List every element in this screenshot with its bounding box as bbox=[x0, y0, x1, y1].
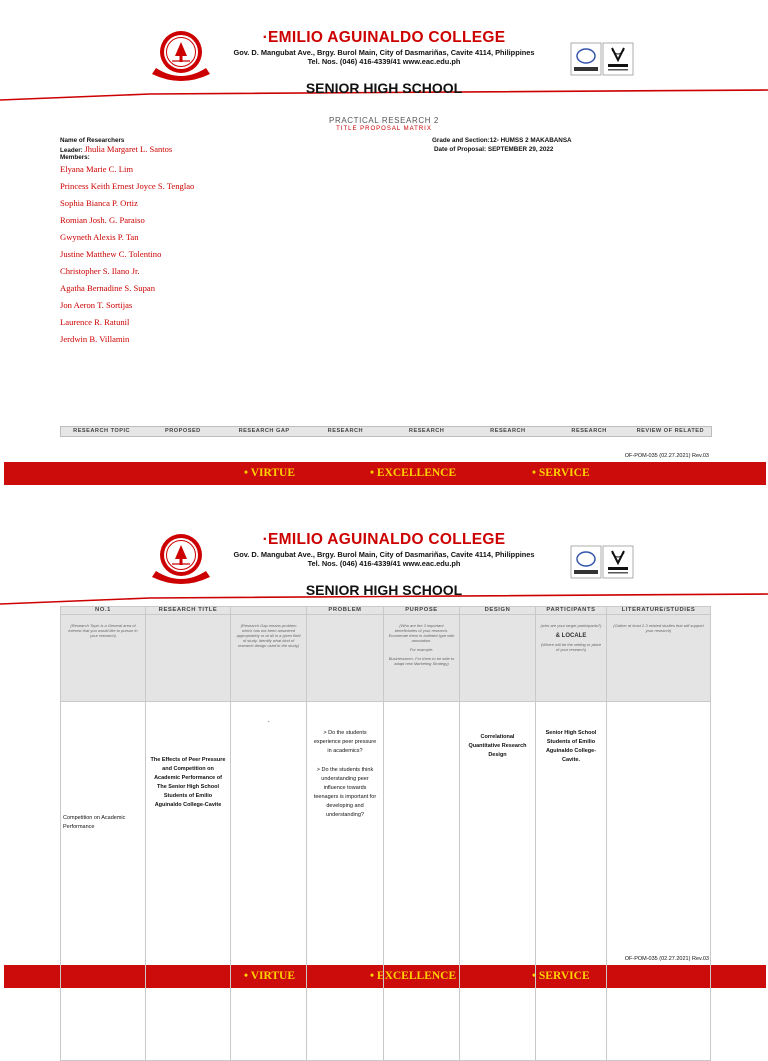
matrix-header: LITERATURE/STUDIES bbox=[607, 607, 711, 615]
virtue-label: • VIRTUE bbox=[244, 467, 296, 479]
member-name: Sophia Bianca P. Ortiz bbox=[60, 198, 138, 208]
certification-logos-icon bbox=[570, 545, 634, 583]
problem-description bbox=[307, 615, 384, 702]
researchers-label: Name of Researchers bbox=[60, 137, 125, 144]
participants-description bbox=[536, 615, 607, 702]
member-name: Romian Josh. G. Paraiso bbox=[60, 215, 145, 225]
matrix-header bbox=[231, 607, 307, 615]
purpose-description bbox=[384, 615, 460, 702]
strip-header: RESEARCH TOPIC bbox=[73, 428, 131, 434]
research-title-cell bbox=[146, 702, 231, 1061]
matrix-header-row bbox=[61, 607, 711, 615]
matrix-header: DESIGN bbox=[460, 607, 536, 615]
service-label: • SERVICE bbox=[532, 970, 590, 982]
member-name: Jerdwin B. Villamin bbox=[60, 334, 130, 344]
college-name: ·EMILIO AGUINALDO COLLEGE bbox=[262, 29, 506, 46]
member-name: Justine Matthew C. Tolentino bbox=[60, 249, 162, 259]
matrix-header: PARTICIPANTS bbox=[536, 607, 607, 615]
strip-header: REVIEW OF RELATED bbox=[636, 428, 705, 434]
problem-question: > Do the students experience peer pressure in academics? bbox=[313, 730, 377, 754]
grade-section: Grade and Section:12- HUMSS 2 MAKABANSA bbox=[432, 137, 572, 144]
problem-question: > Do the students think understanding peer influence towards teenagers is important for developing and understanding? bbox=[313, 767, 377, 818]
member-name: Christopher S. Ilano Jr. bbox=[60, 266, 140, 276]
college-address: Gov. D. Mangubat Ave., Brgy. Burol Main, City of Dasmariñas, Cavite 4114, Philippines bbox=[233, 48, 535, 57]
member-name: Elyana Marie C. Lim bbox=[60, 164, 134, 174]
participants-text: Senior High School Students of Emilio Aguinaldo College-Cavite. bbox=[545, 730, 597, 763]
member-name: Gwyneth Alexis P. Tan bbox=[60, 232, 139, 242]
strip-header: PROPOSED bbox=[165, 428, 201, 434]
participants-cell bbox=[536, 702, 607, 1061]
literature-description: (Gather at least 2-3 related studies that will support your research) bbox=[607, 615, 711, 702]
matrix-description-row bbox=[61, 615, 711, 702]
design-description bbox=[460, 615, 536, 702]
college-name: ·EMILIO AGUINALDO COLLEGE bbox=[262, 531, 506, 548]
form-code: OF-POM-035 (02.27.2021) Rev.03 bbox=[624, 956, 709, 962]
document-page-1 bbox=[0, 0, 768, 500]
topic-description: (Research Topic is a General area of interest that you would like to pursue in your research) bbox=[61, 615, 146, 702]
members-label: Members: bbox=[60, 154, 90, 161]
strip-header: RESEARCH bbox=[408, 428, 445, 434]
strip-header: RESEARCH bbox=[490, 428, 526, 434]
member-name: Agatha Bernadine S. Supan bbox=[60, 283, 155, 293]
matrix-entry-row bbox=[61, 702, 711, 1061]
locale-description-text: (Where will be the setting or place of your research) bbox=[540, 642, 602, 652]
matrix-header-strip bbox=[60, 426, 712, 437]
research-topic-cell bbox=[61, 702, 146, 1061]
matrix-header: PROBLEM bbox=[307, 607, 384, 615]
members-list bbox=[60, 161, 194, 348]
form-title: TITLE PROPOSAL MATRIX bbox=[336, 126, 432, 132]
strip-header: RESEARCH GAP bbox=[238, 428, 290, 434]
form-code: OF-POM-035 (02.27.2021) Rev.03 bbox=[624, 453, 709, 459]
problem-cell bbox=[307, 702, 384, 1061]
title-proposal-matrix bbox=[60, 606, 711, 1061]
gap-description: (Research Gap means problem which has not been answered appropriately or at all in a given field of study. Identify what kind of research design used in the study) bbox=[231, 615, 307, 702]
excellence-label: • EXCELLENCE bbox=[370, 467, 457, 479]
strip-header: RESEARCH bbox=[571, 428, 607, 434]
research-title-text: The Effects of Peer Pressure and Competition on Academic Performance of The Senior High School Students of Emilio Aguinaldo College-Cavite bbox=[150, 757, 226, 808]
college-address: Gov. D. Mangubat Ave., Brgy. Burol Main, City of Dasmariñas, Cavite 4114, Philippines bbox=[233, 550, 535, 559]
research-gap-text: - bbox=[267, 719, 270, 725]
service-label: • SERVICE bbox=[532, 467, 590, 479]
excellence-label: • EXCELLENCE bbox=[370, 970, 457, 982]
member-name: Laurence R. Ratunil bbox=[60, 317, 130, 327]
research-topic-text: Competition on Academic Performance bbox=[63, 815, 126, 830]
participants-description-text: (who are your target participants?) bbox=[540, 623, 602, 628]
purpose-example-text: Businessmen- For them to be able to adapt new Marketing Strategy) bbox=[388, 656, 455, 666]
research-gap-cell bbox=[231, 702, 307, 1061]
member-name: Jon Aeron T. Sortijas bbox=[60, 300, 133, 310]
locale-label: & LOCALE bbox=[555, 633, 587, 639]
strip-header: RESEARCH bbox=[327, 428, 364, 434]
purpose-example-label: For example: bbox=[409, 647, 434, 652]
matrix-header: NO.1 bbox=[61, 607, 146, 615]
department-title: SENIOR HIGH SCHOOL bbox=[305, 582, 463, 598]
date-of-proposal: Date of Proposal: SEPTEMBER 29, 2022 bbox=[434, 146, 554, 153]
college-contact: Tel. Nos. (046) 416-4339/41 www.eac.edu.ph bbox=[307, 559, 461, 568]
leader-label: Leader: bbox=[60, 147, 83, 154]
department-title: SENIOR HIGH SCHOOL bbox=[305, 80, 463, 96]
subject-title: PRACTICAL RESEARCH 2 bbox=[329, 116, 439, 125]
design-cell bbox=[460, 702, 536, 1061]
purpose-description-text: (Who are the 3 important beneficiaries of your research. Enumerate them in bulleted type with annotation. bbox=[388, 623, 455, 643]
matrix-header: PURPOSE bbox=[384, 607, 460, 615]
purpose-cell bbox=[384, 702, 460, 1061]
certification-logos-icon bbox=[570, 42, 634, 80]
title-description bbox=[146, 615, 231, 702]
member-name: Princess Keith Ernest Joyce S. Tenglao bbox=[60, 181, 195, 191]
design-text: Correlational Quantitative Research Design bbox=[468, 734, 527, 758]
virtue-label: • VIRTUE bbox=[244, 970, 296, 982]
college-contact: Tel. Nos. (046) 416-4339/41 www.eac.edu.ph bbox=[307, 57, 461, 66]
leader-name: Jhulia Margaret L. Santos bbox=[84, 144, 173, 154]
literature-cell bbox=[607, 702, 711, 1061]
matrix-header: RESEARCH TITLE bbox=[146, 607, 231, 615]
core-values-footer bbox=[4, 462, 766, 485]
